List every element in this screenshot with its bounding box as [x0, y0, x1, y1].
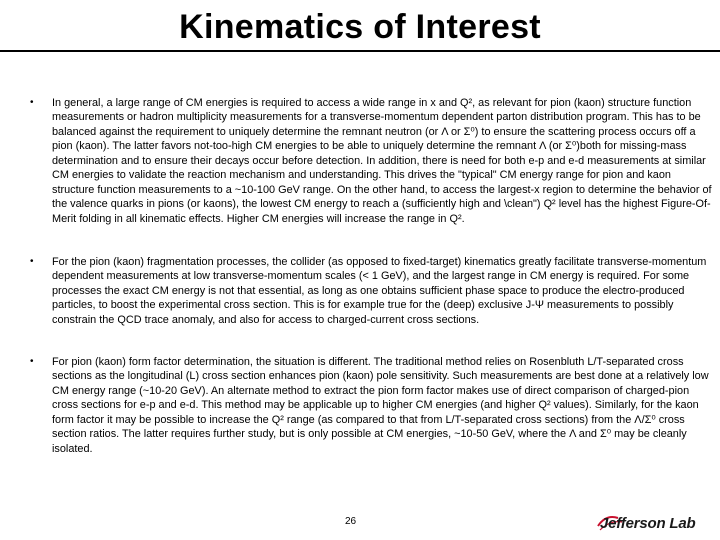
page-number: 26: [345, 516, 357, 527]
bullet-marker: •: [30, 356, 34, 367]
bullet-marker: •: [30, 256, 34, 267]
bullet-text-fragmentation: For the pion (kaon) fragmentation processes, the collider (as opposed to fixed-target) kinematics greatly facilitate transverse-momentum dependent measurements at low transverse-momentum scales (< 1 GeV), and the largest range in CM energy is required. For some processes the exact CM energy is not that essential, as long as one obtains sufficient phase space to produce the electro-produced particles, to boost the experimental cross section. This is for example true for the (deep) exclusive J-Ψ measurements to possibly constrain the QCD trace anomaly, and also for access to charged-current cross sections.: [52, 256, 707, 326]
bullet-text-form-factor: For pion (kaon) form factor determination, the situation is different. The traditional method relies on Rosenbluth L/T-separated cross sections as the longitudinal (L) cross section enhances pion (kaon) pole sensitivity. Such measurements are best done at a relatively low CM energy range (~10-20 GeV). An alternate method to extract the pion form factor makes use of direct comparison of charged-pion cross sections for e-p and e-d. This method may be applicable up to higher CM energies (and higher Q² values). Similarly, for the kaon form factor it may be possible to increase the Q² range (as compared to that from L/T-separated cross sections) from the Λ/Σ⁰ cross section ratios. The latter requires further study, but is only possible at CM energies, ~10-50 GeV, where the Λ and Σ⁰ may be cleanly isolated.: [52, 356, 709, 455]
jefferson-lab-logo: [596, 512, 720, 536]
bullet-marker: •: [30, 97, 34, 108]
bullet-text-cm-energy-range: In general, a large range of CM energies is required to access a wide range in x and Q², as relevant for pion (kaon) structure function measurements or hadron multiplicity measurements for a transverse-momentum dependent parton distribution program. This has to be balanced against the requirement to uniquely determine the remnant neutron (or Λ or Σ⁰) to ensure the scattering process occurs off a pion (kaon). The latter favors not-too-high CM energies to be able to uniquely determine the remnant Λ (or Σ⁰)both for missing-mass determination and to ensure their decays occur before detection. In addition, there is need for both e-p and e-d measurements at similar CM energies to validate the reaction mechanism and understanding. This drives the "typical" CM energy range for pion and kaon structure function measurements to a ~10-100 GeV range. On the other hand, to access the largest-x region to determine the behavior of the valence quarks in pions (or kaons), the lowest CM energy to reach a (sufficiently high and \clean") Q² level has the highest Figure-Of-Merit folding in all kinematic effects. Higher CM energies will increase the range in Q².: [52, 97, 712, 225]
slide-title: Kinematics of Interest: [179, 8, 541, 46]
logo-text: Jefferson Lab: [600, 515, 696, 532]
